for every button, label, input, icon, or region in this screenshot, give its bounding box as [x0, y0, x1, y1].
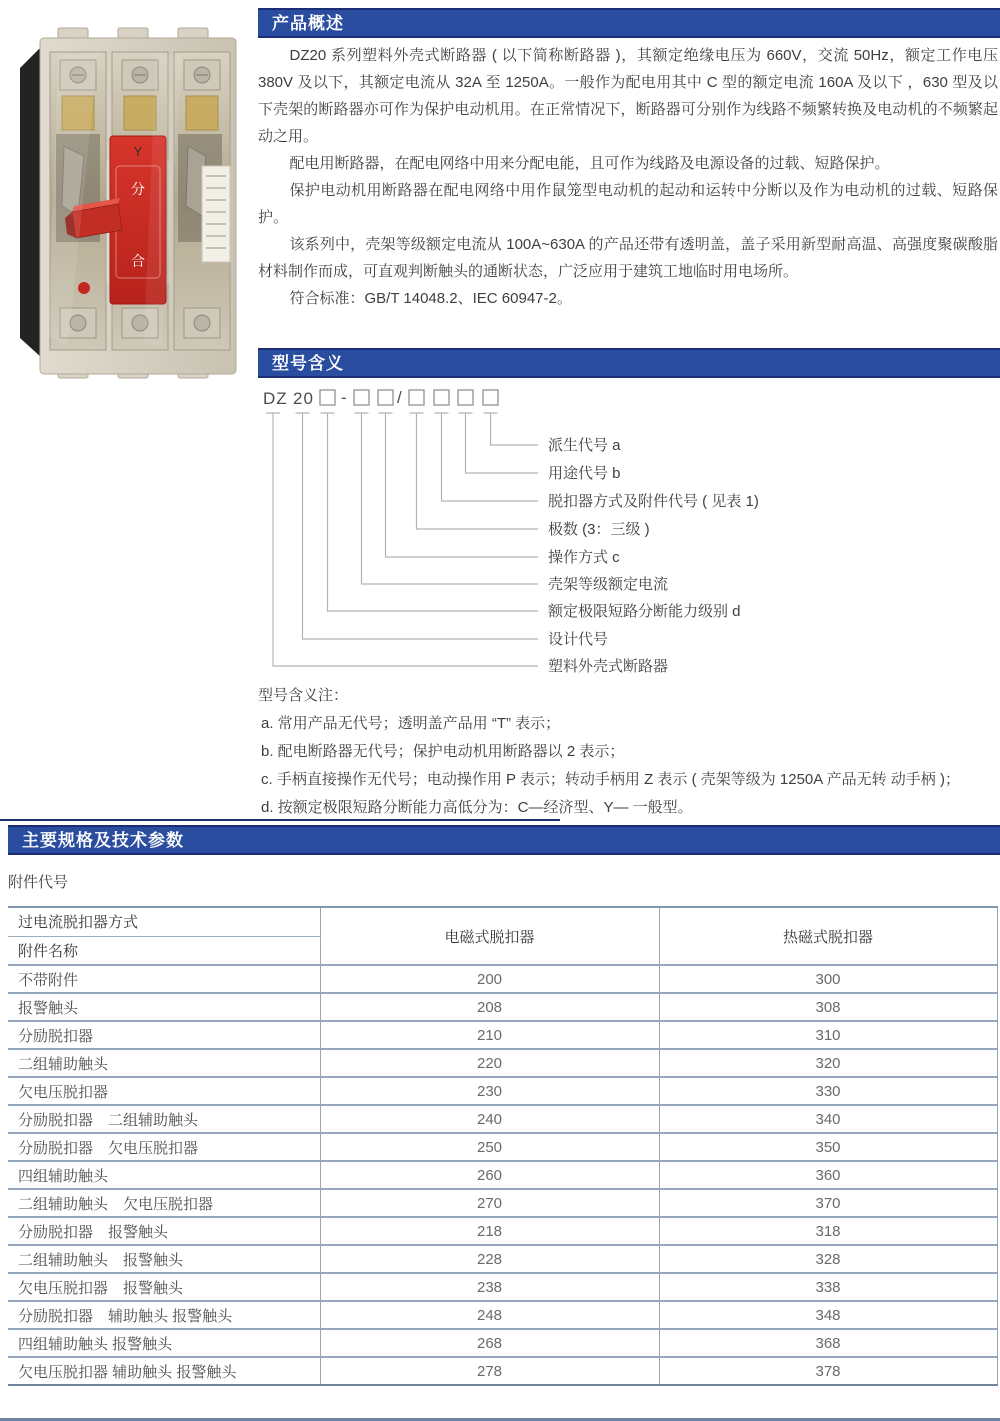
table-row: [8, 1189, 997, 1217]
table-row: [8, 1217, 997, 1245]
table-header-accessory-name: 附件名称: [8, 936, 320, 965]
table-row: [8, 1301, 997, 1329]
model-note: b. 配电断路器无代号；保护电动机用断路器以 2 表示；: [261, 743, 625, 760]
th-code: 300: [659, 965, 997, 993]
th-code: 360: [659, 1161, 997, 1189]
overview-section-header: [258, 8, 1000, 38]
accessory-name: 四组辅助触头 报警触头: [8, 1329, 320, 1357]
diagram-label: 极数 (3：三级 ): [548, 521, 650, 538]
th-code: 328: [659, 1245, 997, 1273]
em-code: 238: [320, 1273, 659, 1301]
diagram-label: 塑料外壳式断路器: [548, 658, 669, 675]
th-code: 368: [659, 1329, 997, 1357]
accessory-name: 分励脱扣器 二组辅助触头: [8, 1105, 320, 1133]
th-code: 318: [659, 1217, 997, 1245]
em-code: 220: [320, 1049, 659, 1077]
model-prefix: DZ: [263, 389, 288, 408]
accessory-name: 分励脱扣器 辅助触头 报警触头: [8, 1301, 320, 1329]
em-code: 268: [320, 1329, 659, 1357]
em-code: 218: [320, 1217, 659, 1245]
accessory-name: 二组辅助触头: [8, 1049, 320, 1077]
th-code: 370: [659, 1189, 997, 1217]
th-code: 310: [659, 1021, 997, 1049]
th-code: 308: [659, 993, 997, 1021]
em-code: 248: [320, 1301, 659, 1329]
em-code: 200: [320, 965, 659, 993]
em-code: 278: [320, 1357, 659, 1385]
em-code: 240: [320, 1105, 659, 1133]
th-code: 348: [659, 1301, 997, 1329]
model-note: c. 手柄直接操作无代号；电动操作用 P 表示；转动手柄用 Z 表示 ( 壳架等级为 1250A 产品无转 动手柄 )；: [261, 771, 960, 788]
model-dash: -: [341, 388, 348, 407]
table-row: [8, 993, 997, 1021]
em-code: 250: [320, 1133, 659, 1161]
accessory-name: 报警触头: [8, 993, 320, 1021]
model-note: a. 常用产品无代号；透明盖产品用 “T” 表示；: [261, 715, 561, 732]
overview-paragraph: 符合标准：GB/T 14048.2、IEC 60947-2。: [289, 290, 572, 307]
accessory-name: 欠电压脱扣器 报警触头: [8, 1273, 320, 1301]
diagram-label: 用途代号 b: [548, 465, 621, 482]
toggle-close-label: 合: [131, 253, 145, 269]
accessory-name: 四组辅助触头: [8, 1161, 320, 1189]
diagram-label: 壳架等级额定电流: [548, 576, 669, 593]
model-notes-title: 型号含义注：: [258, 687, 349, 704]
overview-paragraph: 配电用断路器，在配电网络中用来分配电能，且可作为线路及电源设备的过载、短路保护。: [289, 155, 890, 172]
table-row: [8, 1161, 997, 1189]
model-diagram: [258, 386, 1000, 682]
circuit-breaker-illustration: [6, 16, 248, 388]
table-row: [8, 1133, 997, 1161]
model-section-header: [258, 348, 1000, 378]
overview-paragraph: 该系列中，壳架等级额定电流从 100A~630A 的产品还带有透明盖，盖子采用新型耐高温、高强度聚碳酸脂材料制作而成，可直观判断触头的通断状态，广泛应用于建筑工地临时用电场所。: [258, 236, 998, 280]
overview-paragraph: DZ20 系列塑料外壳式断路器 ( 以下简称断路器 )，其额定绝缘电压为 660V，交流 50Hz，额定工作电压 380V 及以下，其额定电流从 32A 至 1250A。一般作为配电用其中 C 型的额定电流 160A 及以下 ，630 型及以下壳架的断路器亦可作为保护电动机用。在正常情况下，断路器可分别作为线路不频繁转换及电动机的不频繁起动之用。: [258, 47, 998, 145]
table-header-thermomagnetic: 热磁式脱扣器: [659, 907, 997, 965]
model-title: 型号含义: [272, 354, 344, 373]
table-header-electromagnetic: 电磁式脱扣器: [320, 907, 659, 965]
th-code: 340: [659, 1105, 997, 1133]
th-code: 350: [659, 1133, 997, 1161]
table-row: [8, 965, 997, 993]
em-code: 260: [320, 1161, 659, 1189]
th-code: 320: [659, 1049, 997, 1077]
accessory-name: 分励脱扣器 报警触头: [8, 1217, 320, 1245]
diagram-labels: [548, 437, 759, 675]
table-row: [8, 1357, 997, 1385]
decorative-top-rule: [0, 819, 560, 821]
em-code: 208: [320, 993, 659, 1021]
table-row: [8, 1329, 997, 1357]
diagram-label: 派生代号 a: [548, 437, 621, 454]
diagram-label: 额定极限短路分断能力级别 d: [548, 603, 741, 620]
th-code: 330: [659, 1077, 997, 1105]
table-row: [8, 1273, 997, 1301]
breaker-nameplate: [202, 166, 230, 262]
table-row: [8, 1049, 997, 1077]
accessory-name: 欠电压脱扣器: [8, 1077, 320, 1105]
breaker-side: [20, 46, 42, 358]
accessory-name: 二组辅助触头 报警触头: [8, 1245, 320, 1273]
accessory-code-table: [8, 906, 997, 1386]
table-row: [8, 1077, 997, 1105]
em-code: 230: [320, 1077, 659, 1105]
specs-title: 主要规格及技术参数: [22, 831, 184, 850]
em-code: 210: [320, 1021, 659, 1049]
accessory-name: 欠电压脱扣器 辅助触头 报警触头: [8, 1357, 320, 1385]
accessory-name: 分励脱扣器 欠电压脱扣器: [8, 1133, 320, 1161]
overview-paragraph: 保护电动机用断路器在配电网络中用作鼠笼型电动机的起动和运转中分断以及作为电动机的过载、短路保护。: [258, 182, 998, 226]
accessory-name: 二组辅助触头 欠电压脱扣器: [8, 1189, 320, 1217]
specs-subtitle: 附件代号: [8, 874, 69, 891]
table-header-trip-mode: 过电流脱扣器方式: [8, 907, 320, 936]
diagram-connectors: [266, 413, 538, 666]
table-row: [8, 1245, 997, 1273]
model-notes: [258, 682, 1000, 822]
specs-section-header: [8, 825, 1000, 855]
table-row: [8, 1105, 997, 1133]
overview-title: 产品概述: [272, 14, 344, 33]
diagram-label: 操作方式 c: [548, 549, 620, 566]
accessory-name: 不带附件: [8, 965, 320, 993]
toggle-open-label: 分: [131, 181, 145, 197]
overview-paragraphs: [258, 42, 998, 312]
diagram-label: 脱扣器方式及附件代号 ( 见表 1): [548, 493, 759, 510]
model-slash: /: [397, 388, 403, 407]
product-photo: [6, 16, 248, 388]
table-row: [8, 1021, 997, 1049]
th-code: 338: [659, 1273, 997, 1301]
em-code: 270: [320, 1189, 659, 1217]
model-note: d. 按额定极限短路分断能力高低分为：C—经济型、Y— 一般型。: [261, 799, 693, 816]
model-design-no: 20: [293, 389, 314, 408]
accessory-name: 分励脱扣器: [8, 1021, 320, 1049]
em-code: 228: [320, 1245, 659, 1273]
diagram-label: 设计代号: [548, 631, 609, 648]
toggle-y-label: Y: [133, 144, 143, 159]
th-code: 378: [659, 1357, 997, 1385]
